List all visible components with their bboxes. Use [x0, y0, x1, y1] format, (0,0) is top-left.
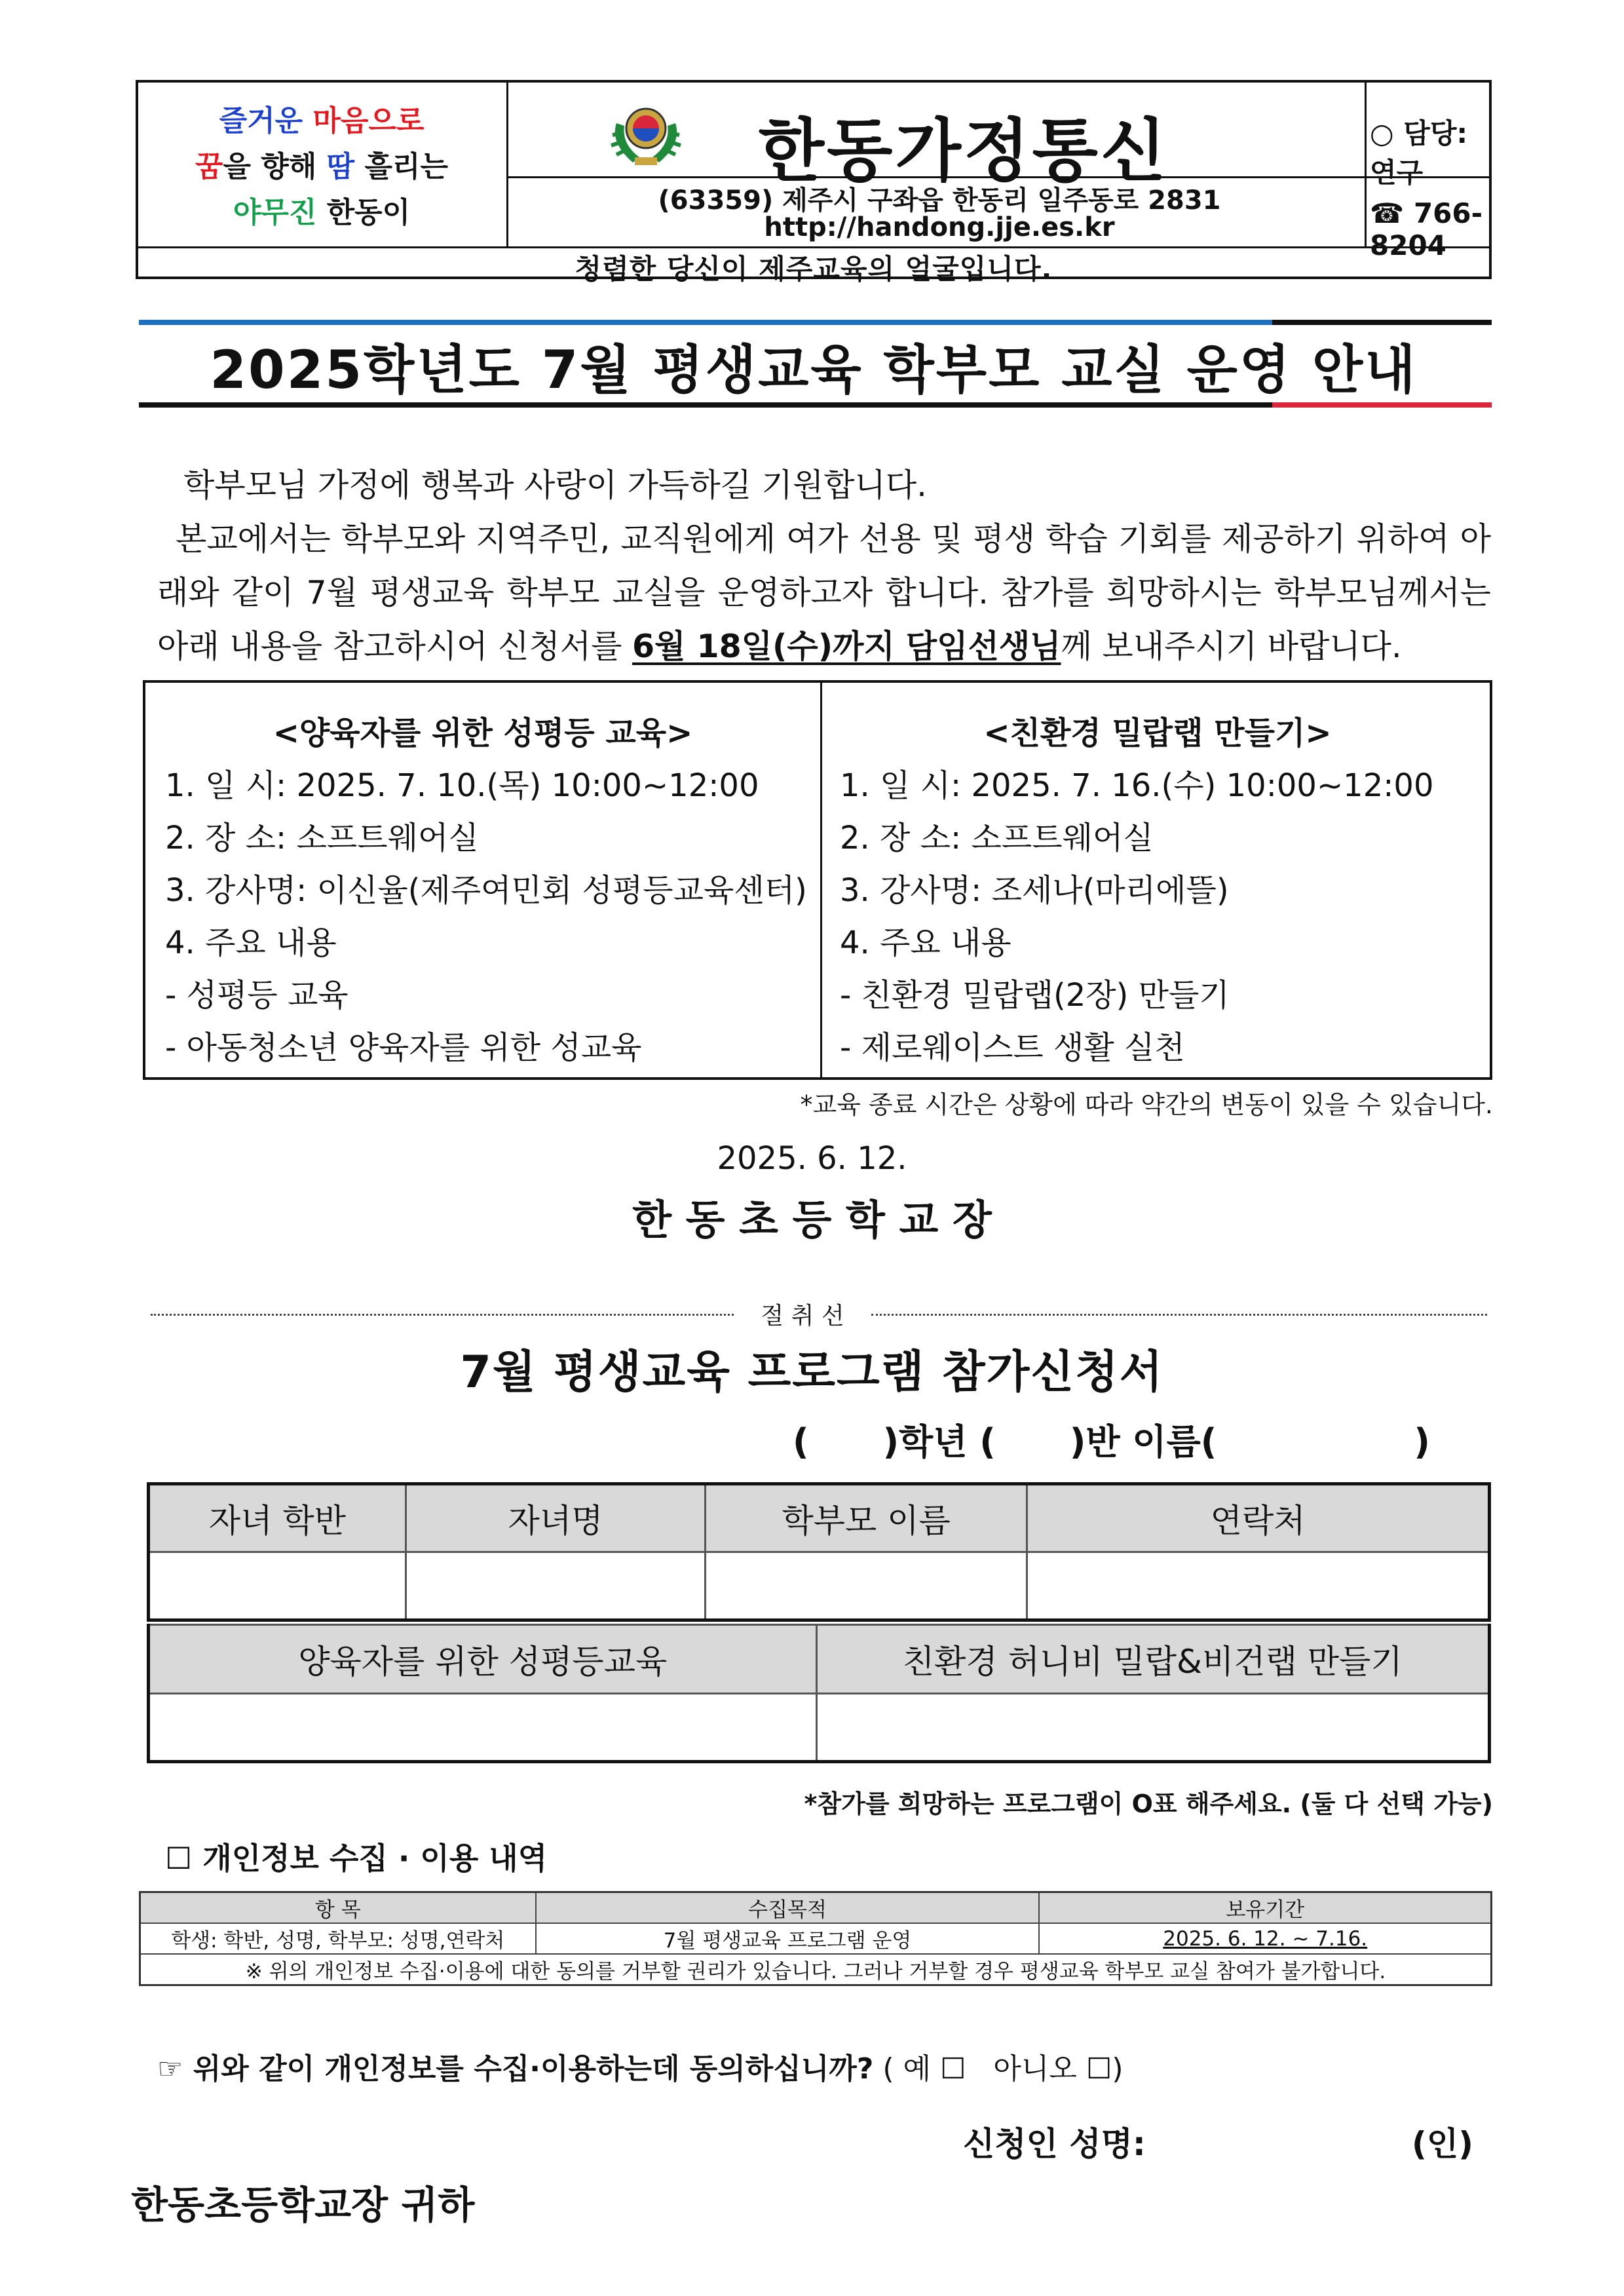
title-bar-top-black: [1272, 320, 1492, 325]
class-name-line[interactable]: ( )학년 ( )반 이름( ): [793, 1421, 1430, 1463]
program-line: 1. 일 시: 2025. 7. 10.(목) 10:00~12:00: [165, 767, 759, 804]
program-line: - 제로웨이스트 생활 실천: [840, 1029, 1185, 1066]
privacy-col-item: 항 목: [140, 1892, 536, 1924]
document-title: 2025학년도 7월 평생교육 학부모 교실 운영 안내: [210, 339, 1418, 400]
signature-label: 신청인 성명:: [963, 2125, 1146, 2163]
school-address: (63359) 제주시 구좌읍 한동리 일주동로 2831: [658, 185, 1221, 216]
program-line: - 아동청소년 양육자를 위한 성교육: [165, 1029, 642, 1066]
title-bar-top-blue: [139, 320, 1272, 325]
contact-cell[interactable]: [1027, 1552, 1490, 1620]
newsletter-title: 한동가정통신: [758, 111, 1169, 191]
greeting-text: 학부모님 가정에 행복과 사랑이 가득하길 기원합니다.: [183, 467, 927, 504]
program-line: - 성평등 교육: [165, 977, 349, 1014]
deadline-text: 6월 18일(수)까지 담임선생님: [632, 628, 1061, 665]
program-heading: <양육자를 위한 성평등 교육>: [273, 715, 693, 752]
program-line: - 친환경 밀랍랩(2장) 만들기: [840, 977, 1230, 1014]
application-table: [147, 1482, 1491, 1622]
selection-note: *참가를 희망하는 프로그램이 O표 해주세요. (둘 다 선택 가능): [804, 1789, 1493, 1818]
program-selection-table: [147, 1624, 1491, 1763]
slogan-line-3: 야무진 한동이: [233, 196, 411, 229]
consent-options[interactable]: ( 예 ☐ 아니오 ☐): [882, 2052, 1124, 2086]
title-bar-bottom-black: [139, 402, 1272, 408]
privacy-item-value: 학생: 학반, 성명, 학부모: 성명,연락처: [140, 1923, 536, 1954]
privacy-purpose-value: 7월 평생교육 프로그램 운영: [536, 1923, 1040, 1954]
privacy-period-value: 2025. 6. 12. ~ 7.16.: [1039, 1923, 1491, 1954]
program-gender-select-cell[interactable]: [149, 1694, 817, 1762]
issue-date: 2025. 6. 12.: [717, 1140, 907, 1177]
program-heading: <친환경 밀랍랩 만들기>: [983, 715, 1332, 752]
program-wrap-select-cell[interactable]: [816, 1694, 1490, 1762]
cut-line-label: 절 취 선: [761, 1303, 844, 1330]
consent-question: ☞ 위와 같이 개인정보를 수집·이용하는데 동의하십니까? ( 예 ☐ 아니오 ☐): [157, 2052, 1124, 2086]
addressee: 한동초등학교장 귀하: [131, 2183, 475, 2227]
contact-person: ○ 담당: 연구: [1370, 117, 1468, 189]
program-line: 3. 강사명: 조세나(마리에뜰): [840, 872, 1229, 909]
header-program-wrap: 친환경 허니비 밀랍&비건랩 만들기: [816, 1625, 1490, 1694]
school-url[interactable]: http://handong.jje.es.kr: [764, 212, 1115, 242]
intro-body: 본교에서는 학부모와 지역주민, 교직원에게 여가 선용 및 평생 학습 기회를 제공하기 위하여 아래와 같이 7월 평생교육 학부모 교실을 운영하고자 합니다. 참가를 희망하시는 학부모님께서는 아래 내용을 참고하시어 신청서를 6월 18일(수)까지 담임선생님께 보내주시기 바랍니다.: [157, 520, 1491, 665]
header-program-gender: 양육자를 위한 성평등교육: [149, 1625, 817, 1694]
program-line: 4. 주요 내용: [165, 925, 337, 961]
principal-title: 한 동 초 등 학 교 장: [632, 1196, 992, 1244]
child-name-cell[interactable]: [406, 1552, 705, 1620]
newsletter-header: [136, 80, 1492, 285]
form-title: 7월 평생교육 프로그램 참가신청서: [460, 1347, 1164, 1398]
program-line: 2. 장 소: 소프트웨어실: [840, 820, 1154, 856]
header-contact: 연락처: [1027, 1484, 1490, 1552]
header-child-name: 자녀명: [406, 1484, 705, 1552]
program-box: [143, 680, 1492, 1080]
privacy-col-period: 보유기간: [1039, 1892, 1491, 1924]
program-line: 2. 장 소: 소프트웨어실: [165, 820, 479, 856]
privacy-notice: ※ 위의 개인정보 수집·이용에 대한 동의를 거부할 권리가 있습니다. 그러나 거부할 경우 평생교육 학부모 교실 참여가 불가합니다.: [140, 1954, 1492, 1985]
motto: 청렴한 당신이 제주교육의 얼굴입니다.: [575, 253, 1053, 285]
slogan-line-2: 꿈을 향해 땀 흘리는: [195, 150, 449, 183]
contact-phone: ☎ 766-8204: [1370, 197, 1483, 261]
parent-name-cell[interactable]: [706, 1552, 1027, 1620]
slogan-line-1: 즐거운 마음으로: [219, 104, 425, 138]
privacy-table: [139, 1891, 1492, 1986]
program-line: 1. 일 시: 2025. 7. 16.(수) 10:00~12:00: [840, 767, 1434, 804]
header-child-class: 자녀 학반: [149, 1484, 406, 1552]
program-line: 3. 강사명: 이신율(제주여민회 성평등교육센터): [165, 872, 807, 909]
title-bar-bottom-red: [1272, 402, 1492, 408]
program-line: 4. 주요 내용: [840, 925, 1011, 961]
cut-line-left: [151, 1314, 734, 1316]
header-parent-name: 학부모 이름: [706, 1484, 1027, 1552]
privacy-heading: ☐ 개인정보 수집 · 이용 내역: [165, 1841, 548, 1876]
child-class-cell[interactable]: [149, 1552, 406, 1620]
signature-seal: (인): [1412, 2125, 1474, 2163]
cut-line-right: [871, 1314, 1487, 1316]
privacy-col-purpose: 수집목적: [536, 1892, 1040, 1924]
time-note: *교육 종료 시간은 상황에 따라 약간의 변동이 있을 수 있습니다.: [800, 1090, 1493, 1119]
